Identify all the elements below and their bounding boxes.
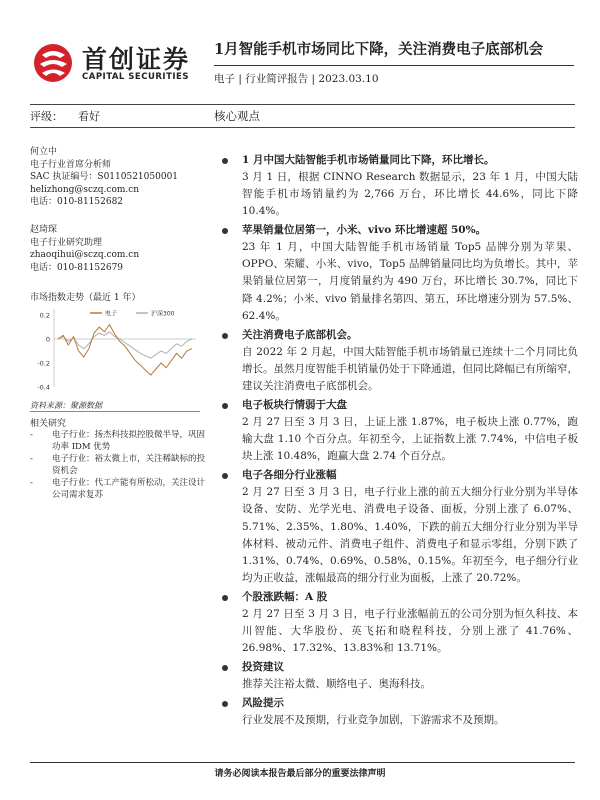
related-research-item[interactable]: - 电子行业：裕太微上市，关注稀缺标的投资机会 xyxy=(30,454,206,476)
section-heading: 苹果销量位居第一，小米、vivo 环比增速超 50%。 xyxy=(218,222,578,239)
analyst-email[interactable]: helizhong@sczq.com.cn xyxy=(30,184,140,195)
related-research-list xyxy=(30,430,205,502)
section xyxy=(218,327,578,395)
section-body: 2 月 27 日至 3 月 3 日，上证上涨 1.87%，电子板块上涨 0.77%，跑输大盘 1.10 个百分点。年初至今，上证指数上涨 7.74%，中信电子板块上涨 10.48%，跑赢大盘 2.74 个百分点。 xyxy=(242,416,578,463)
rating-label: 评级： xyxy=(30,110,63,123)
related-research-item[interactable]: - 电子行业：代工产能有所松动，关注设计公司需求复苏 xyxy=(30,478,206,500)
section-heading: 关注消费电子底部机会。 xyxy=(218,327,578,344)
bullet-icon xyxy=(222,701,228,707)
rating-value: 看好 xyxy=(78,110,100,123)
bullet-icon xyxy=(222,228,228,234)
core-views-content xyxy=(218,152,578,731)
bullet-icon xyxy=(222,473,228,479)
chart-source: 资料来源：聚源数据 xyxy=(30,401,102,410)
bullet-icon xyxy=(222,665,228,671)
section xyxy=(218,467,578,587)
analyst-phone: 电话：010-81152682 xyxy=(30,197,124,207)
series-line-hs300 xyxy=(58,332,192,358)
report-title: 1月智能手机市场同比下降，关注消费电子底部机会 xyxy=(214,41,544,58)
brand-name-en: CAPITAL SECURITIES xyxy=(82,72,189,82)
analyst-email[interactable]: zhaoqihui@sczq.com.cn xyxy=(30,250,140,260)
report-subline: 电子 | 行业简评报告 | 2023.03.10 xyxy=(214,73,379,85)
footer-divider xyxy=(30,762,575,763)
y-tick-label: 0.2 xyxy=(39,311,50,320)
band-bottom-divider xyxy=(30,127,575,128)
analyst-name: 赵琦琛 xyxy=(30,225,58,235)
section-body: 自 2022 年 2 月起，中国大陆智能手机市场销量已连续十二个月同比负增长。虽然月度智能手机销量仍处于下降通道，但同比降幅已有所缩窄，建议关注消费电子底部机会。 xyxy=(242,345,578,392)
analyst-name: 何立中 xyxy=(30,147,58,157)
section-body: 推荐关注裕太微、顺络电子、奥海科技。 xyxy=(242,678,431,691)
section xyxy=(218,152,578,220)
section xyxy=(218,222,578,324)
related-research-title: 相关研究 xyxy=(30,419,67,429)
section-heading: 电子各细分行业涨幅 xyxy=(218,467,578,484)
chart-divider xyxy=(30,411,200,412)
series-line-electronics xyxy=(58,325,192,375)
bullet-icon xyxy=(222,403,228,409)
legal-disclaimer-footer: 请务必阅读本报告最后部分的重要法律声明 xyxy=(214,769,386,779)
analyst-role: 电子行业研究助理 xyxy=(30,237,103,248)
bullet-icon xyxy=(222,158,228,164)
analyst-phone: 电话：010-81152679 xyxy=(30,262,124,273)
legend-label: 电子 xyxy=(105,310,118,318)
section-body: 3 月 1 日，根据 CINNO Research 数据显示，23 年 1 月，中国大陆智能手机市场销量约为 2,766 万台，环比增长 44.6%，同比下降 10.4%。 xyxy=(242,171,578,218)
brand-name-cn: 首创证券 xyxy=(82,45,191,74)
core-views-title: 核心观点 xyxy=(214,109,260,123)
section-heading: 1 月中国大陆智能手机市场销量同比下降，环比增长。 xyxy=(218,152,578,169)
section xyxy=(218,589,578,657)
section xyxy=(218,695,578,729)
related-research-item[interactable]: - 电子行业：扬杰科技拟控股微半导，巩固功率 IDM 优势 xyxy=(30,430,206,452)
section-body: 2 月 27 日至 3 月 3 日，电子行业涨幅前五的公司分别为恒久科技、本川智能、大华股份、英飞拓和晓程科技，分别上涨了 41.76%、26.98%、17.32%、13.83%和 13.71%。 xyxy=(242,607,578,655)
section-heading: 风险提示 xyxy=(218,695,578,712)
legend-label: 沪深300 xyxy=(151,310,175,318)
bullet-icon xyxy=(222,595,228,601)
bullet-icon xyxy=(222,333,228,339)
section-heading: 投资建议 xyxy=(218,659,578,676)
section-body: 2 月 27 日至 3 月 3 日，电子行业上涨的前五大细分行业分别为半导体设备、安防、光学光电、消费电子设备、面板，分别上涨了 6.07%、5.71%、2.35%、1.80%、1.40%，下跌的前五大细分行业分别为半导体材料、被动元件、消费电子组件、消费电子和显示零组，分别下跌了 1.31%、0.74%、0.69%、0.58%、0.15%。年初至今，电子细分行业均为正收益，涨幅最高的细分行业为面板，上涨了 20.72%。 xyxy=(242,486,578,584)
analyst-card xyxy=(30,224,139,274)
company-logo xyxy=(30,40,200,85)
section-heading: 个股涨跌幅：A 股 xyxy=(218,589,578,606)
title-divider xyxy=(214,65,574,66)
y-tick-label: -0.4 xyxy=(37,383,50,392)
analyst-card xyxy=(30,146,178,209)
y-tick-label: 0 xyxy=(45,335,50,344)
section-body: 23 年 1 月，中国大陆智能手机市场销量 Top5 品牌分别为苹果、OPPO、荣耀、小米、vivo，Top5 品牌销量同比均为负增长。其中，苹果销量位居第一，月度销量约为 490 万台，环比增长 30.7%，同比下降 4.2%；小米、vivo 销量排名第四、第五，环比增速分别为 57.5%、62.4%。 xyxy=(242,241,578,322)
y-tick-label: -0.2 xyxy=(37,359,50,368)
market-index-chart xyxy=(30,303,200,393)
band-top-divider xyxy=(30,104,575,105)
section xyxy=(218,397,578,465)
analyst-role: 电子行业首席分析师 xyxy=(30,159,112,170)
chart-title: 市场指数走势（最近 1 年） xyxy=(30,293,141,303)
section xyxy=(218,659,578,693)
section-heading: 电子板块行情弱于大盘 xyxy=(218,397,578,414)
capital-securities-logo-icon xyxy=(32,42,78,84)
analyst-sac: SAC 执证编号：S0110521050001 xyxy=(30,172,179,182)
section-body: 行业发展不及预期，行业竞争加剧，下游需求不及预期。 xyxy=(242,714,505,727)
